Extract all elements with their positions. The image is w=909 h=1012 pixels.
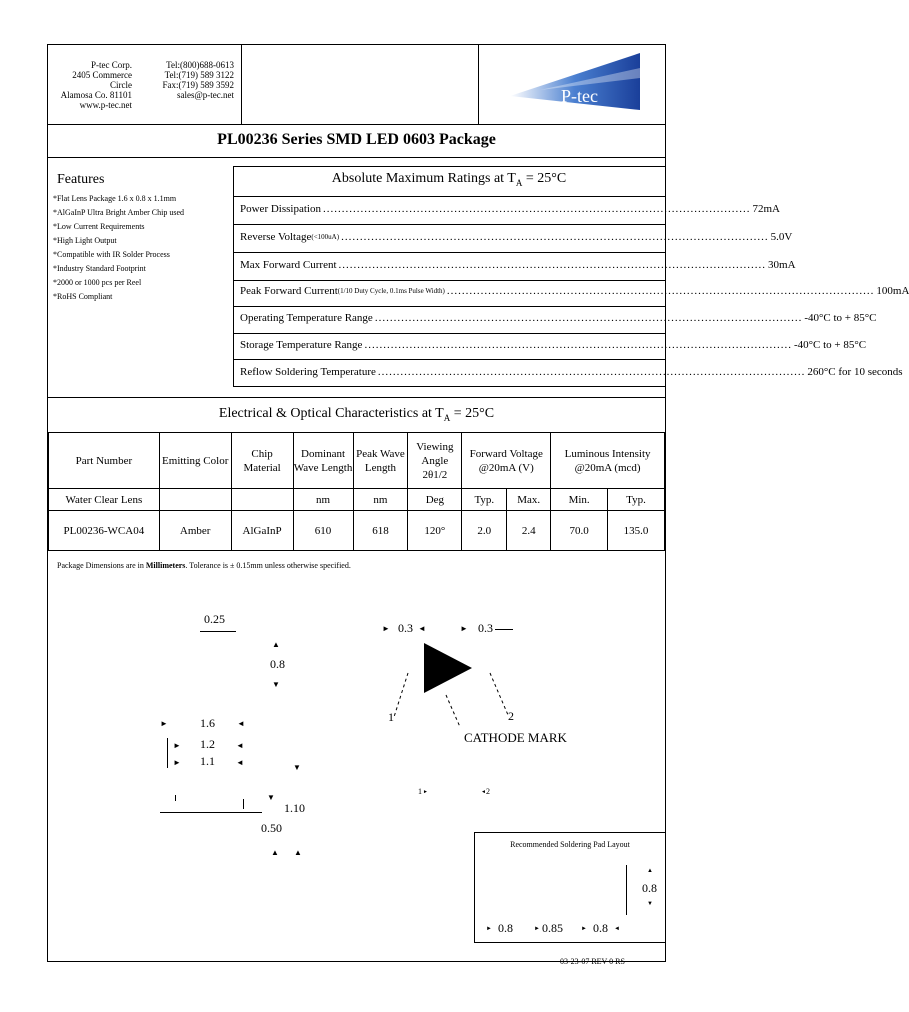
pad-1-label: 1 <box>418 787 422 796</box>
header-chip-material: Chip Material <box>231 433 293 489</box>
logo-text: P-tec <box>561 86 598 106</box>
ratings-line <box>233 333 665 334</box>
cell-vf-max: 2.4 <box>507 511 551 551</box>
rating-row-power: Power Dissipation .................................................................................................................. 72mA <box>240 203 780 215</box>
dim-0-50: 0.50 <box>261 821 282 835</box>
rating-value: 260°C for 10 seconds <box>807 366 903 378</box>
rating-label: Reflow Soldering Temperature <box>240 366 376 378</box>
ratings-line <box>233 280 665 281</box>
cell-part: PL00236-WCA04 <box>49 511 160 551</box>
electrical-top-line <box>47 397 666 398</box>
arrow-right-icon: ► <box>173 741 181 750</box>
solder-pad-title: Recommended Soldering Pad Layout <box>510 840 630 849</box>
units-iv-typ: Typ. <box>608 489 665 511</box>
cell-dominant: 610 <box>293 511 353 551</box>
pin-2-label: 2 <box>508 709 514 723</box>
units-part: Water Clear Lens <box>49 489 160 511</box>
units-angle: Deg <box>408 489 462 511</box>
rating-label: Max Forward Current <box>240 259 337 271</box>
feature-item: *AlGaInP Ultra Bright Amber Chip used <box>53 208 185 217</box>
title-bottom-line <box>47 157 666 158</box>
feature-item: *Compatible with IR Solder Process <box>53 250 170 259</box>
ratings-heading-tail: = 25°C <box>522 171 567 186</box>
solder-pad-width-2: 0.85 <box>542 921 563 935</box>
ratings-heading-text: Absolute Maximum Ratings at T <box>331 171 516 186</box>
units-vf-max: Max. <box>507 489 551 511</box>
solder-pad-width-1: 0.8 <box>498 921 513 935</box>
diode-triangle-icon <box>424 643 472 693</box>
logo-graphic <box>505 48 650 120</box>
rating-value: 100mA <box>876 285 909 297</box>
table-units-row <box>49 489 665 511</box>
rating-label: Operating Temperature Range <box>240 312 373 324</box>
header-viewing-angle: Viewing Angle 2θ1/2 <box>408 433 462 489</box>
dim-0-3-right: 0.3 <box>478 621 493 635</box>
package-side-line <box>160 812 262 813</box>
cell-color: Amber <box>159 511 231 551</box>
units-dominant: nm <box>293 489 353 511</box>
company-address <box>52 60 132 110</box>
page-title: PL00236 Series SMD LED 0603 Package <box>217 131 496 148</box>
header-part-number: Part Number <box>49 433 160 489</box>
rating-label: Power Dissipation <box>240 203 321 215</box>
company-tel: Tel:(800)688-0613 <box>166 60 234 70</box>
arrow-right-icon: ► <box>173 758 181 767</box>
dim-line <box>495 629 513 630</box>
header-divider-2 <box>478 44 479 124</box>
rating-note: (<100uA) <box>311 233 340 241</box>
rating-row-reverse: Reverse Voltage (<100uA) .................................................................................................................. 5.0V <box>240 231 793 243</box>
cell-angle: 120° <box>408 511 462 551</box>
pin-1-label: 1 <box>388 710 394 724</box>
rating-value: 72mA <box>752 203 780 215</box>
dim-1-6: 1.6 <box>200 716 215 730</box>
header-bottom-line <box>47 124 666 125</box>
pad-2-label: 2 <box>486 787 490 796</box>
rating-label: Reverse Voltage <box>240 231 312 243</box>
arrow-left-icon: ◄ <box>237 719 245 728</box>
arrow-down-icon: ▼ <box>267 793 275 802</box>
header-peak-wavelength: Peak Wave Length <box>353 433 408 489</box>
cell-iv-typ: 135.0 <box>608 511 665 551</box>
arrow-right-icon: ► <box>160 719 168 728</box>
arrow-right-icon: ► <box>486 926 492 932</box>
dim-0-3-left: 0.3 <box>398 621 413 635</box>
arrow-left-icon: ◄ <box>236 758 244 767</box>
arrow-up-icon: ▲ <box>271 848 279 857</box>
units-chip <box>231 489 293 511</box>
feature-item: *2000 or 1000 pcs per Reel <box>53 278 142 287</box>
dim-1-2: 1.2 <box>200 737 215 751</box>
rating-value: 30mA <box>768 259 796 271</box>
cell-vf-typ: 2.0 <box>462 511 507 551</box>
header-forward-voltage: Forward Voltage @20mA (V) <box>462 433 551 489</box>
electrical-heading-text: Electrical & Optical Characteristics at T <box>218 406 444 421</box>
company-tel2: Tel:(719) 589 3122 <box>164 70 234 80</box>
arrow-right-icon: ► <box>460 624 468 633</box>
rating-label: Peak Forward Current <box>240 285 338 297</box>
ratings-line <box>233 252 665 253</box>
solder-pad-ext-line <box>626 865 627 915</box>
electrical-heading <box>47 406 666 423</box>
company-address-line1: 2405 Commerce Circle <box>72 70 132 90</box>
rating-note: (1/10 Duty Cycle, 0.1ms Pulse Width) <box>337 287 445 295</box>
dim-1-1: 1.1 <box>200 754 215 768</box>
header-emitting-color: Emitting Color <box>159 433 231 489</box>
dim-0-8: 0.8 <box>270 657 285 671</box>
package-note-unit: Millimeters <box>145 561 186 570</box>
units-iv-min: Min. <box>551 489 608 511</box>
company-address-line2: Alamosa Co. 81101 <box>60 90 132 100</box>
company-web[interactable]: www.p-tec.net <box>79 100 132 110</box>
rating-row-max-forward: Max Forward Current .................................................................................................................. 30mA <box>240 259 796 271</box>
units-color <box>159 489 231 511</box>
cell-chip: AlGaInP <box>231 511 293 551</box>
company-fax: Fax:(719) 589 3592 <box>162 80 234 90</box>
arrow-left-icon: ◄ <box>481 790 486 795</box>
arrow-down-icon: ▼ <box>293 763 301 772</box>
arrow-right-icon: ► <box>534 926 540 932</box>
feature-item: *RoHS Compliant <box>53 292 113 301</box>
electrical-table <box>48 432 665 551</box>
cell-iv-min: 70.0 <box>551 511 608 551</box>
arrow-left-icon: ◄ <box>236 741 244 750</box>
arrow-right-icon: ► <box>581 926 587 932</box>
arrow-right-icon: ► <box>382 624 390 633</box>
feature-item: *Flat Lens Package 1.6 x 0.8 x 1.1mm <box>53 194 177 203</box>
diode-symbol <box>380 635 520 730</box>
feature-item: *Low Current Requirements <box>53 222 145 231</box>
features-heading: Features <box>57 172 105 187</box>
dim-0-25: 0.25 <box>204 612 225 626</box>
ratings-heading <box>233 171 665 188</box>
units-peak: nm <box>353 489 408 511</box>
cathode-mark-label: CATHODE MARK <box>464 730 567 745</box>
dim-1-10: 1.10 <box>284 801 305 815</box>
company-logo <box>505 48 650 120</box>
package-note <box>57 561 351 570</box>
features-list <box>53 192 228 304</box>
solder-pad-width-3: 0.8 <box>593 921 608 935</box>
header-divider-1 <box>241 44 242 124</box>
package-tick <box>175 795 176 801</box>
rating-row-storage: Storage Temperature Range .................................................................................................................. -40°C to + 85°C <box>240 339 867 351</box>
table-row <box>49 511 665 551</box>
company-email[interactable]: sales@p-tec.net <box>176 90 234 100</box>
arrow-up-icon: ▼ <box>272 680 280 689</box>
rating-row-reflow: Reflow Soldering Temperature .................................................................................................................. 260°C for 10 seconds <box>240 366 903 378</box>
units-vf-typ: Typ. <box>462 489 507 511</box>
arrow-down-icon: ▲ <box>647 868 653 874</box>
ratings-line <box>233 306 665 307</box>
dim-ext-line <box>167 738 168 768</box>
rating-value: -40°C to + 85°C <box>793 339 867 351</box>
package-note-suffix: . Tolerance is ± 0.15mm unless otherwise specified. <box>185 561 351 570</box>
arrow-up-icon: ▼ <box>647 901 653 907</box>
electrical-heading-sub: A <box>443 412 451 423</box>
rating-value: -40°C to + 85°C <box>804 312 877 324</box>
header-dominant-wavelength: Dominant Wave Length <box>293 433 353 489</box>
company-contact <box>150 60 234 100</box>
package-note-prefix: Package Dimensions are in <box>57 561 146 570</box>
ratings-line <box>233 224 665 225</box>
table-header-row <box>49 433 665 489</box>
rating-label: Storage Temperature Range <box>240 339 363 351</box>
electrical-heading-tail: = 25°C <box>450 406 495 421</box>
solder-pad-height: 0.8 <box>642 881 657 895</box>
dim-line <box>200 631 236 632</box>
header-luminous-intensity: Luminous Intensity @20mA (mcd) <box>551 433 665 489</box>
ratings-line <box>233 359 665 360</box>
arrow-left-icon: ◄ <box>418 624 426 633</box>
rating-row-peak-forward: Peak Forward Current (1/10 Duty Cycle, 0.1ms Pulse Width) .................................................................................................................. 100mA <box>240 285 909 297</box>
arrow-right-icon: ► <box>423 790 428 795</box>
arrow-up-icon: ▲ <box>294 848 302 857</box>
arrow-left-icon: ◄ <box>614 926 620 932</box>
ratings-heading-sub: A <box>515 177 523 188</box>
company-name: P-tec Corp. <box>91 60 132 70</box>
ratings-line <box>233 196 665 197</box>
rating-value: 5.0V <box>770 231 793 243</box>
feature-item: *Industry Standard Footprint <box>53 264 146 273</box>
package-tick <box>243 799 244 809</box>
footer-revision: 03-23-07 REV 0 RS <box>560 957 625 966</box>
rating-row-operating: Operating Temperature Range .................................................................................................................. -40°C to + 85°C <box>240 312 877 324</box>
feature-item: *High Light Output <box>53 236 117 245</box>
arrow-down-icon: ▲ <box>272 640 280 649</box>
cell-peak: 618 <box>353 511 408 551</box>
